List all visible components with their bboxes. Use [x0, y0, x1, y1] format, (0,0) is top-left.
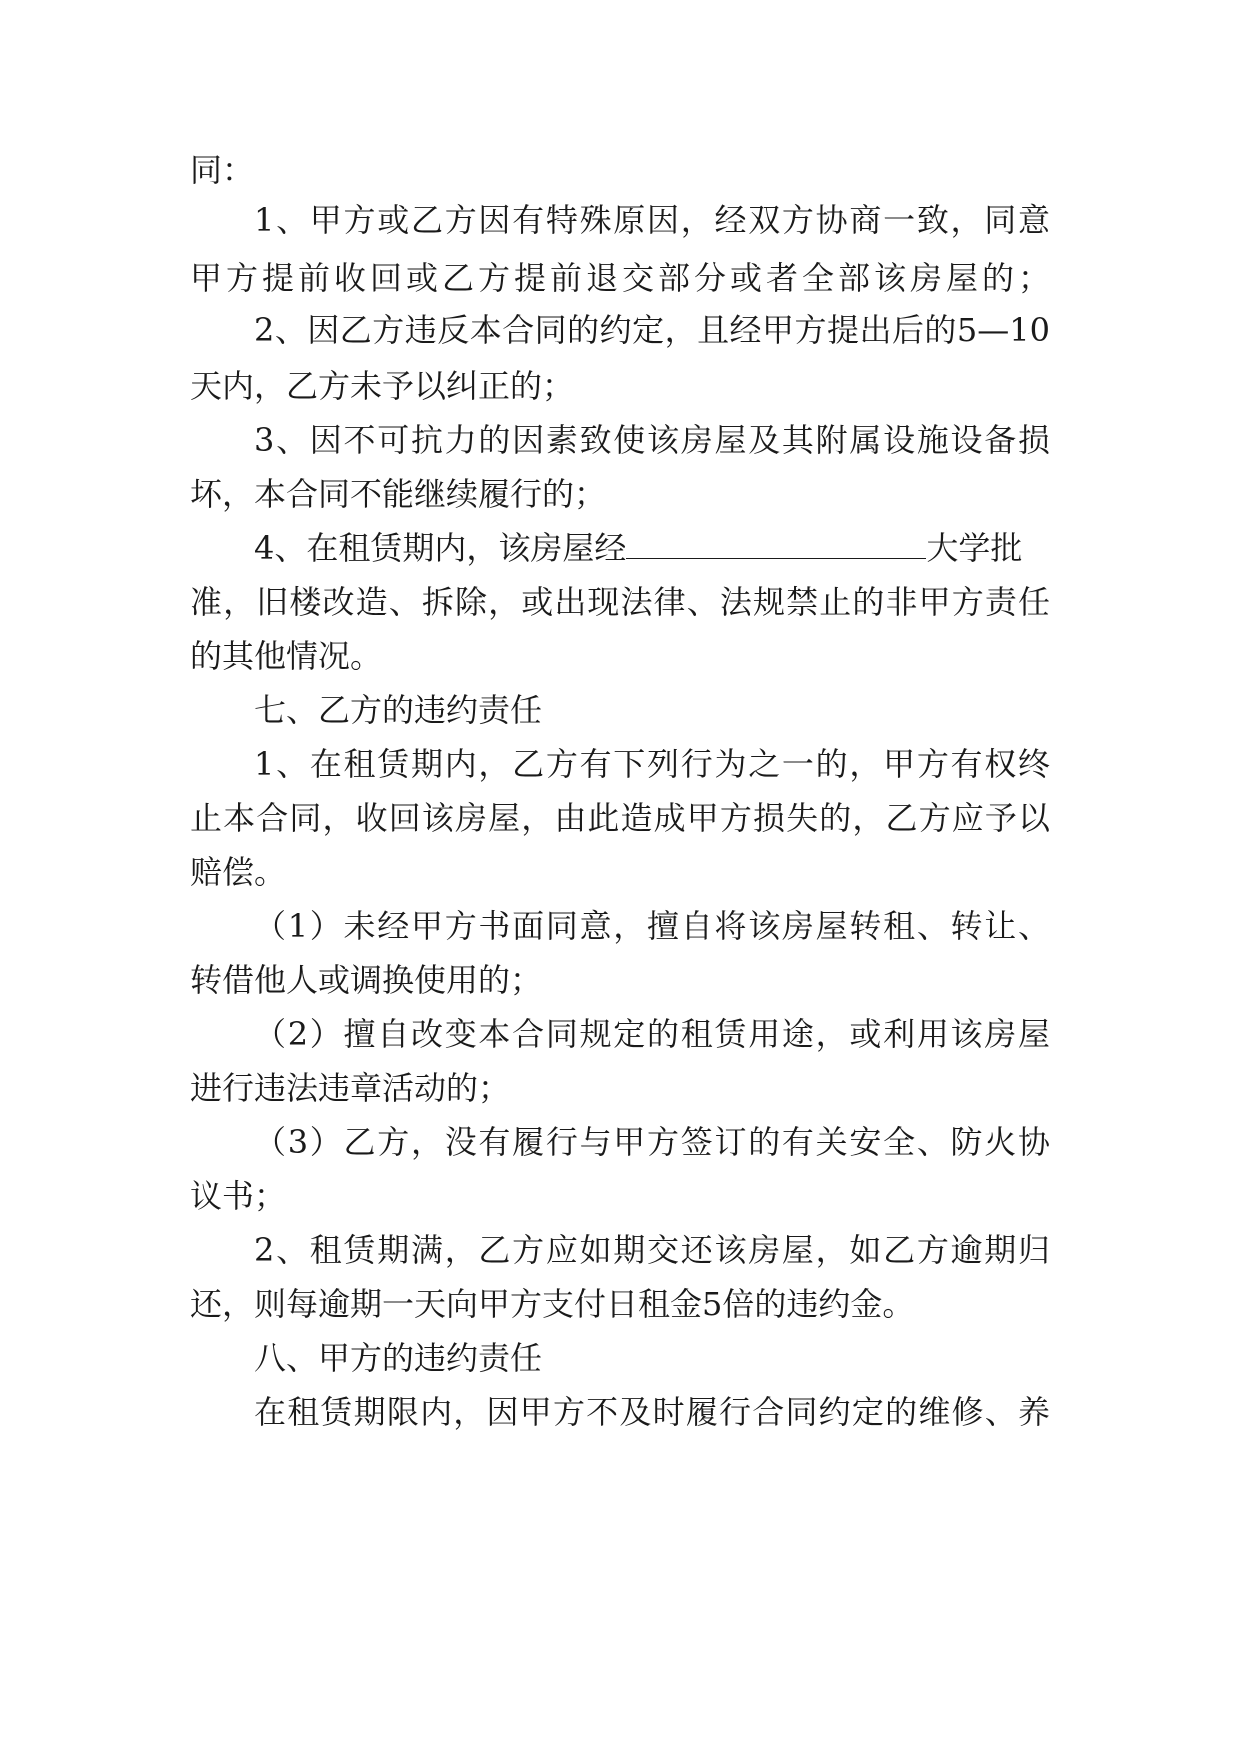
- text-line: 2、租赁期满，乙方应如期交还该房屋，如乙方逾期归: [254, 1231, 1050, 1269]
- text-segment: 4、在租赁期内，该房屋经: [254, 529, 627, 567]
- text-line: 1、在租赁期内，乙方有下列行为之一的，甲方有权终: [254, 745, 1050, 783]
- text-line: （2）擅自改变本合同规定的租赁用途，或利用该房屋: [254, 1015, 1050, 1053]
- text-line: 进行违法违章活动的；: [190, 1069, 511, 1107]
- text-line: 甲方提前收回或乙方提前退交部分或者全部该房屋的；: [190, 259, 1050, 297]
- fill-in-blank[interactable]: [626, 530, 926, 559]
- text-line: 赔偿。: [190, 853, 287, 891]
- text-line: 还，则每逾期一天向甲方支付日租金5倍的违约金。: [190, 1285, 915, 1323]
- text-line: （3）乙方，没有履行与甲方签订的有关安全、防火协: [254, 1123, 1050, 1161]
- text-line: 在租赁期限内，因甲方不及时履行合同约定的维修、养: [254, 1393, 1050, 1431]
- text-line: 准，旧楼改造、拆除，或出现法律、法规禁止的非甲方责任: [190, 583, 1050, 621]
- text-line: 转借他人或调换使用的；: [190, 961, 543, 999]
- text-line-with-blank: [254, 528, 1050, 568]
- text-line: 3、因不可抗力的因素致使该房屋及其附属设施设备损: [254, 421, 1050, 459]
- text-line: 的其他情况。: [190, 637, 383, 675]
- text-line: 1、甲方或乙方因有特殊原因，经双方协商一致，同意: [254, 201, 1050, 239]
- section-heading: 八、甲方的违约责任: [254, 1339, 543, 1377]
- text-line: 同：: [190, 151, 255, 189]
- text-line: 2、因乙方违反本合同的约定，且经甲方提出后的5—10: [254, 311, 1050, 349]
- text-line: 止本合同，收回该房屋，由此造成甲方损失的，乙方应予以: [190, 799, 1050, 837]
- text-line: （1）未经甲方书面同意，擅自将该房屋转租、转让、: [254, 907, 1050, 945]
- text-line: 议书；: [190, 1177, 287, 1215]
- section-heading: 七、乙方的违约责任: [254, 691, 543, 729]
- text-segment: 大学批: [926, 529, 1023, 567]
- text-line: 天内，乙方未予以纠正的；: [190, 367, 575, 405]
- text-line: 坏，本合同不能继续履行的；: [190, 475, 607, 513]
